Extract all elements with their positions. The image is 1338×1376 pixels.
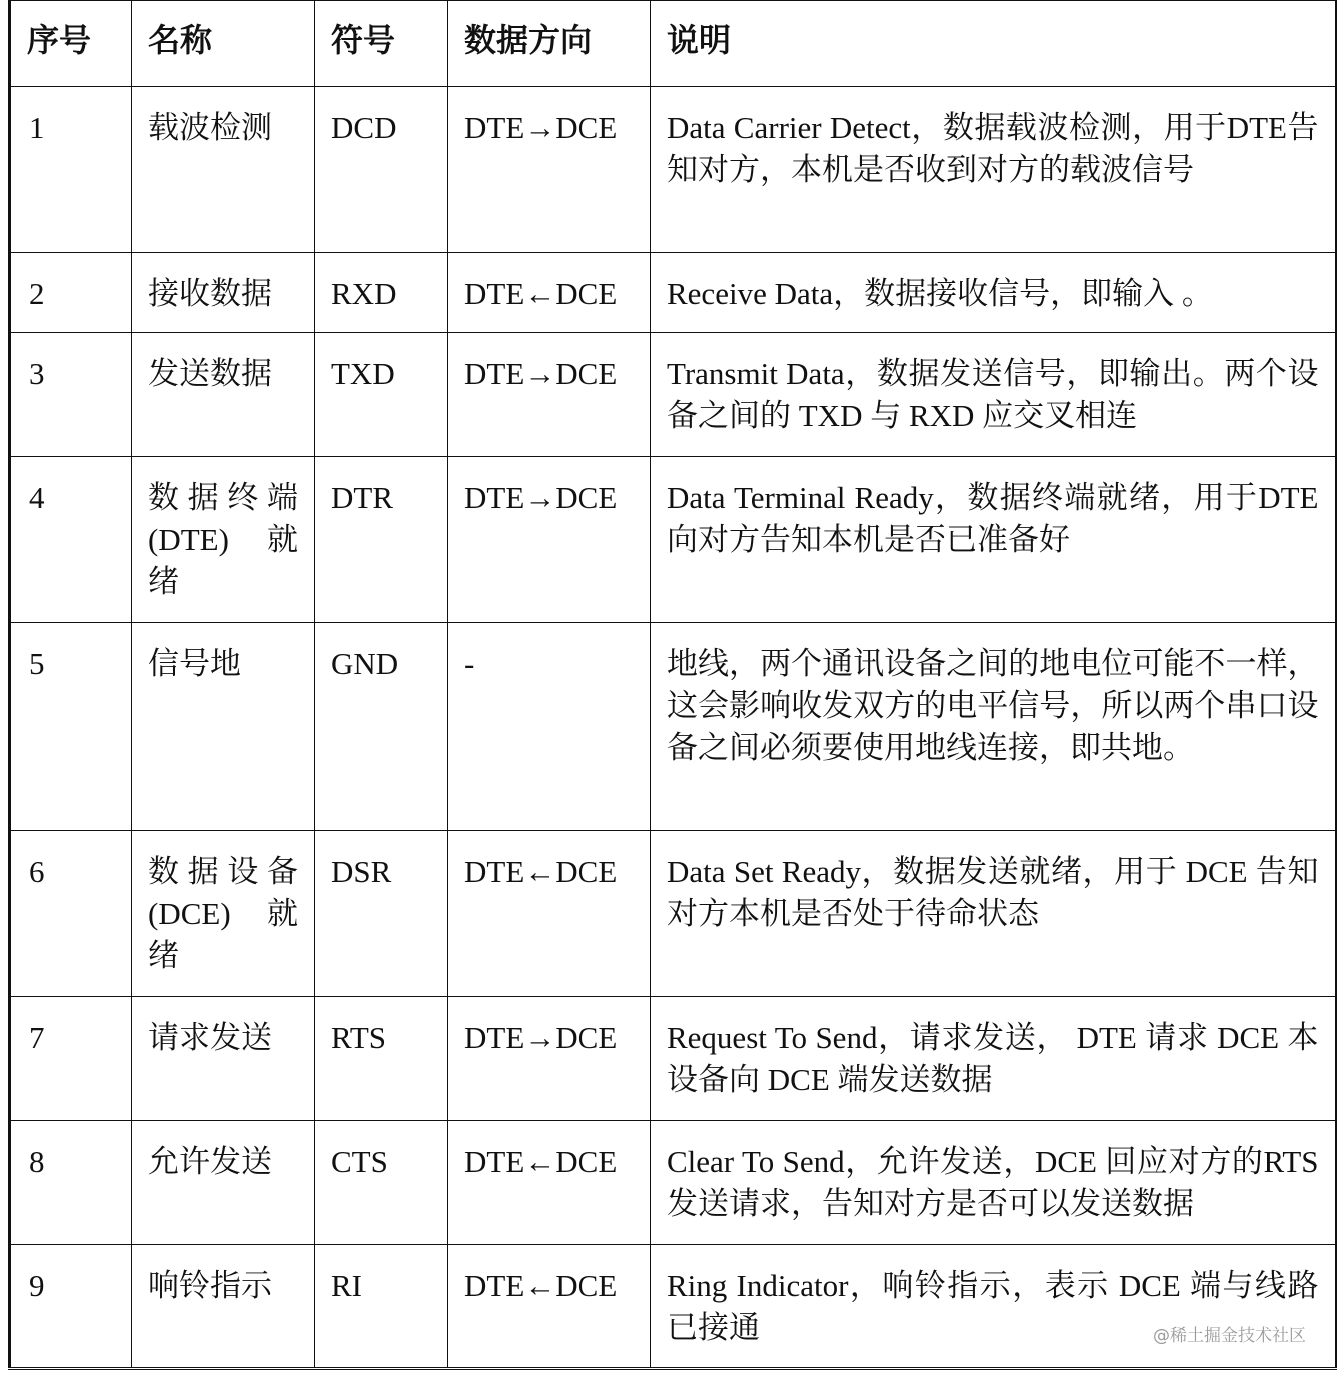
row-symbol: GND [315,623,448,831]
row-index: 1 [10,87,132,253]
row-symbol: RTS [315,997,448,1121]
header-index: 序号 [10,1,132,87]
row-name: 接收数据 [132,253,315,333]
table-row [10,1121,1336,1245]
row-direction: - [448,623,651,831]
table-row [10,87,1336,253]
row-symbol: DSR [315,831,448,997]
row-index: 7 [10,997,132,1121]
header-description: 说明 [651,1,1336,87]
row-description: Transmit Data，数据发送信号，即输出。两个设备之间的 TXD 与 RXD 应交叉相连 [651,333,1336,457]
row-name: 允许发送 [132,1121,315,1245]
row-symbol: TXD [315,333,448,457]
table-row [10,831,1336,997]
row-direction: DTE→DCE [448,997,651,1121]
table-row [10,457,1336,623]
row-name: 响铃指示 [132,1245,315,1369]
row-direction: DTE→DCE [448,457,651,623]
row-description: Ring Indicator，响铃指示，表示 DCE 端与线路已接通 [651,1245,1336,1369]
row-index: 5 [10,623,132,831]
row-index: 6 [10,831,132,997]
row-direction: DTE←DCE [448,831,651,997]
row-direction: DTE→DCE [448,333,651,457]
row-description: 地线，两个通讯设备之间的地电位可能不一样，这会影响收发双方的电平信号，所以两个串口设备之间必须要使用地线连接，即共地。 [651,623,1336,831]
header-direction: 数据方向 [448,1,651,87]
signal-table-container [8,0,1334,1370]
row-name: 数据终端(DTE) 就绪 [132,457,315,623]
row-description: Data Carrier Detect，数据载波检测，用于DTE告知对方，本机是否收到对方的载波信号 [651,87,1336,253]
table-row [10,1245,1336,1369]
row-index: 4 [10,457,132,623]
table-row [10,623,1336,831]
row-direction: DTE←DCE [448,1245,651,1369]
serial-signal-table [8,0,1337,1370]
table-row [10,997,1336,1121]
row-index: 2 [10,253,132,333]
row-symbol: RI [315,1245,448,1369]
table-row [10,253,1336,333]
row-description: Clear To Send，允许发送，DCE 回应对方的RTS 发送请求，告知对方是否可以发送数据 [651,1121,1336,1245]
row-description: Data Terminal Ready，数据终端就绪，用于DTE 向对方告知本机是否已准备好 [651,457,1336,623]
row-description: Data Set Ready，数据发送就绪，用于 DCE 告知对方本机是否处于待命状态 [651,831,1336,997]
header-symbol: 符号 [315,1,448,87]
row-index: 9 [10,1245,132,1369]
row-symbol: DTR [315,457,448,623]
row-direction: DTE←DCE [448,253,651,333]
header-name: 名称 [132,1,315,87]
table-row [10,333,1336,457]
row-description: Receive Data，数据接收信号，即输入 。 [651,253,1336,333]
row-index: 8 [10,1121,132,1245]
row-symbol: DCD [315,87,448,253]
row-symbol: RXD [315,253,448,333]
row-description: Request To Send，请求发送， DTE 请求 DCE 本设备向 DCE 端发送数据 [651,997,1336,1121]
row-name: 信号地 [132,623,315,831]
row-direction: DTE→DCE [448,87,651,253]
row-direction: DTE←DCE [448,1121,651,1245]
row-index: 3 [10,333,132,457]
row-name: 发送数据 [132,333,315,457]
table-header-row [10,1,1336,87]
row-name: 载波检测 [132,87,315,253]
row-symbol: CTS [315,1121,448,1245]
watermark-text: @稀土掘金技术社区 [1153,1326,1306,1346]
row-name: 数据设备(DCE) 就绪 [132,831,315,997]
row-name: 请求发送 [132,997,315,1121]
